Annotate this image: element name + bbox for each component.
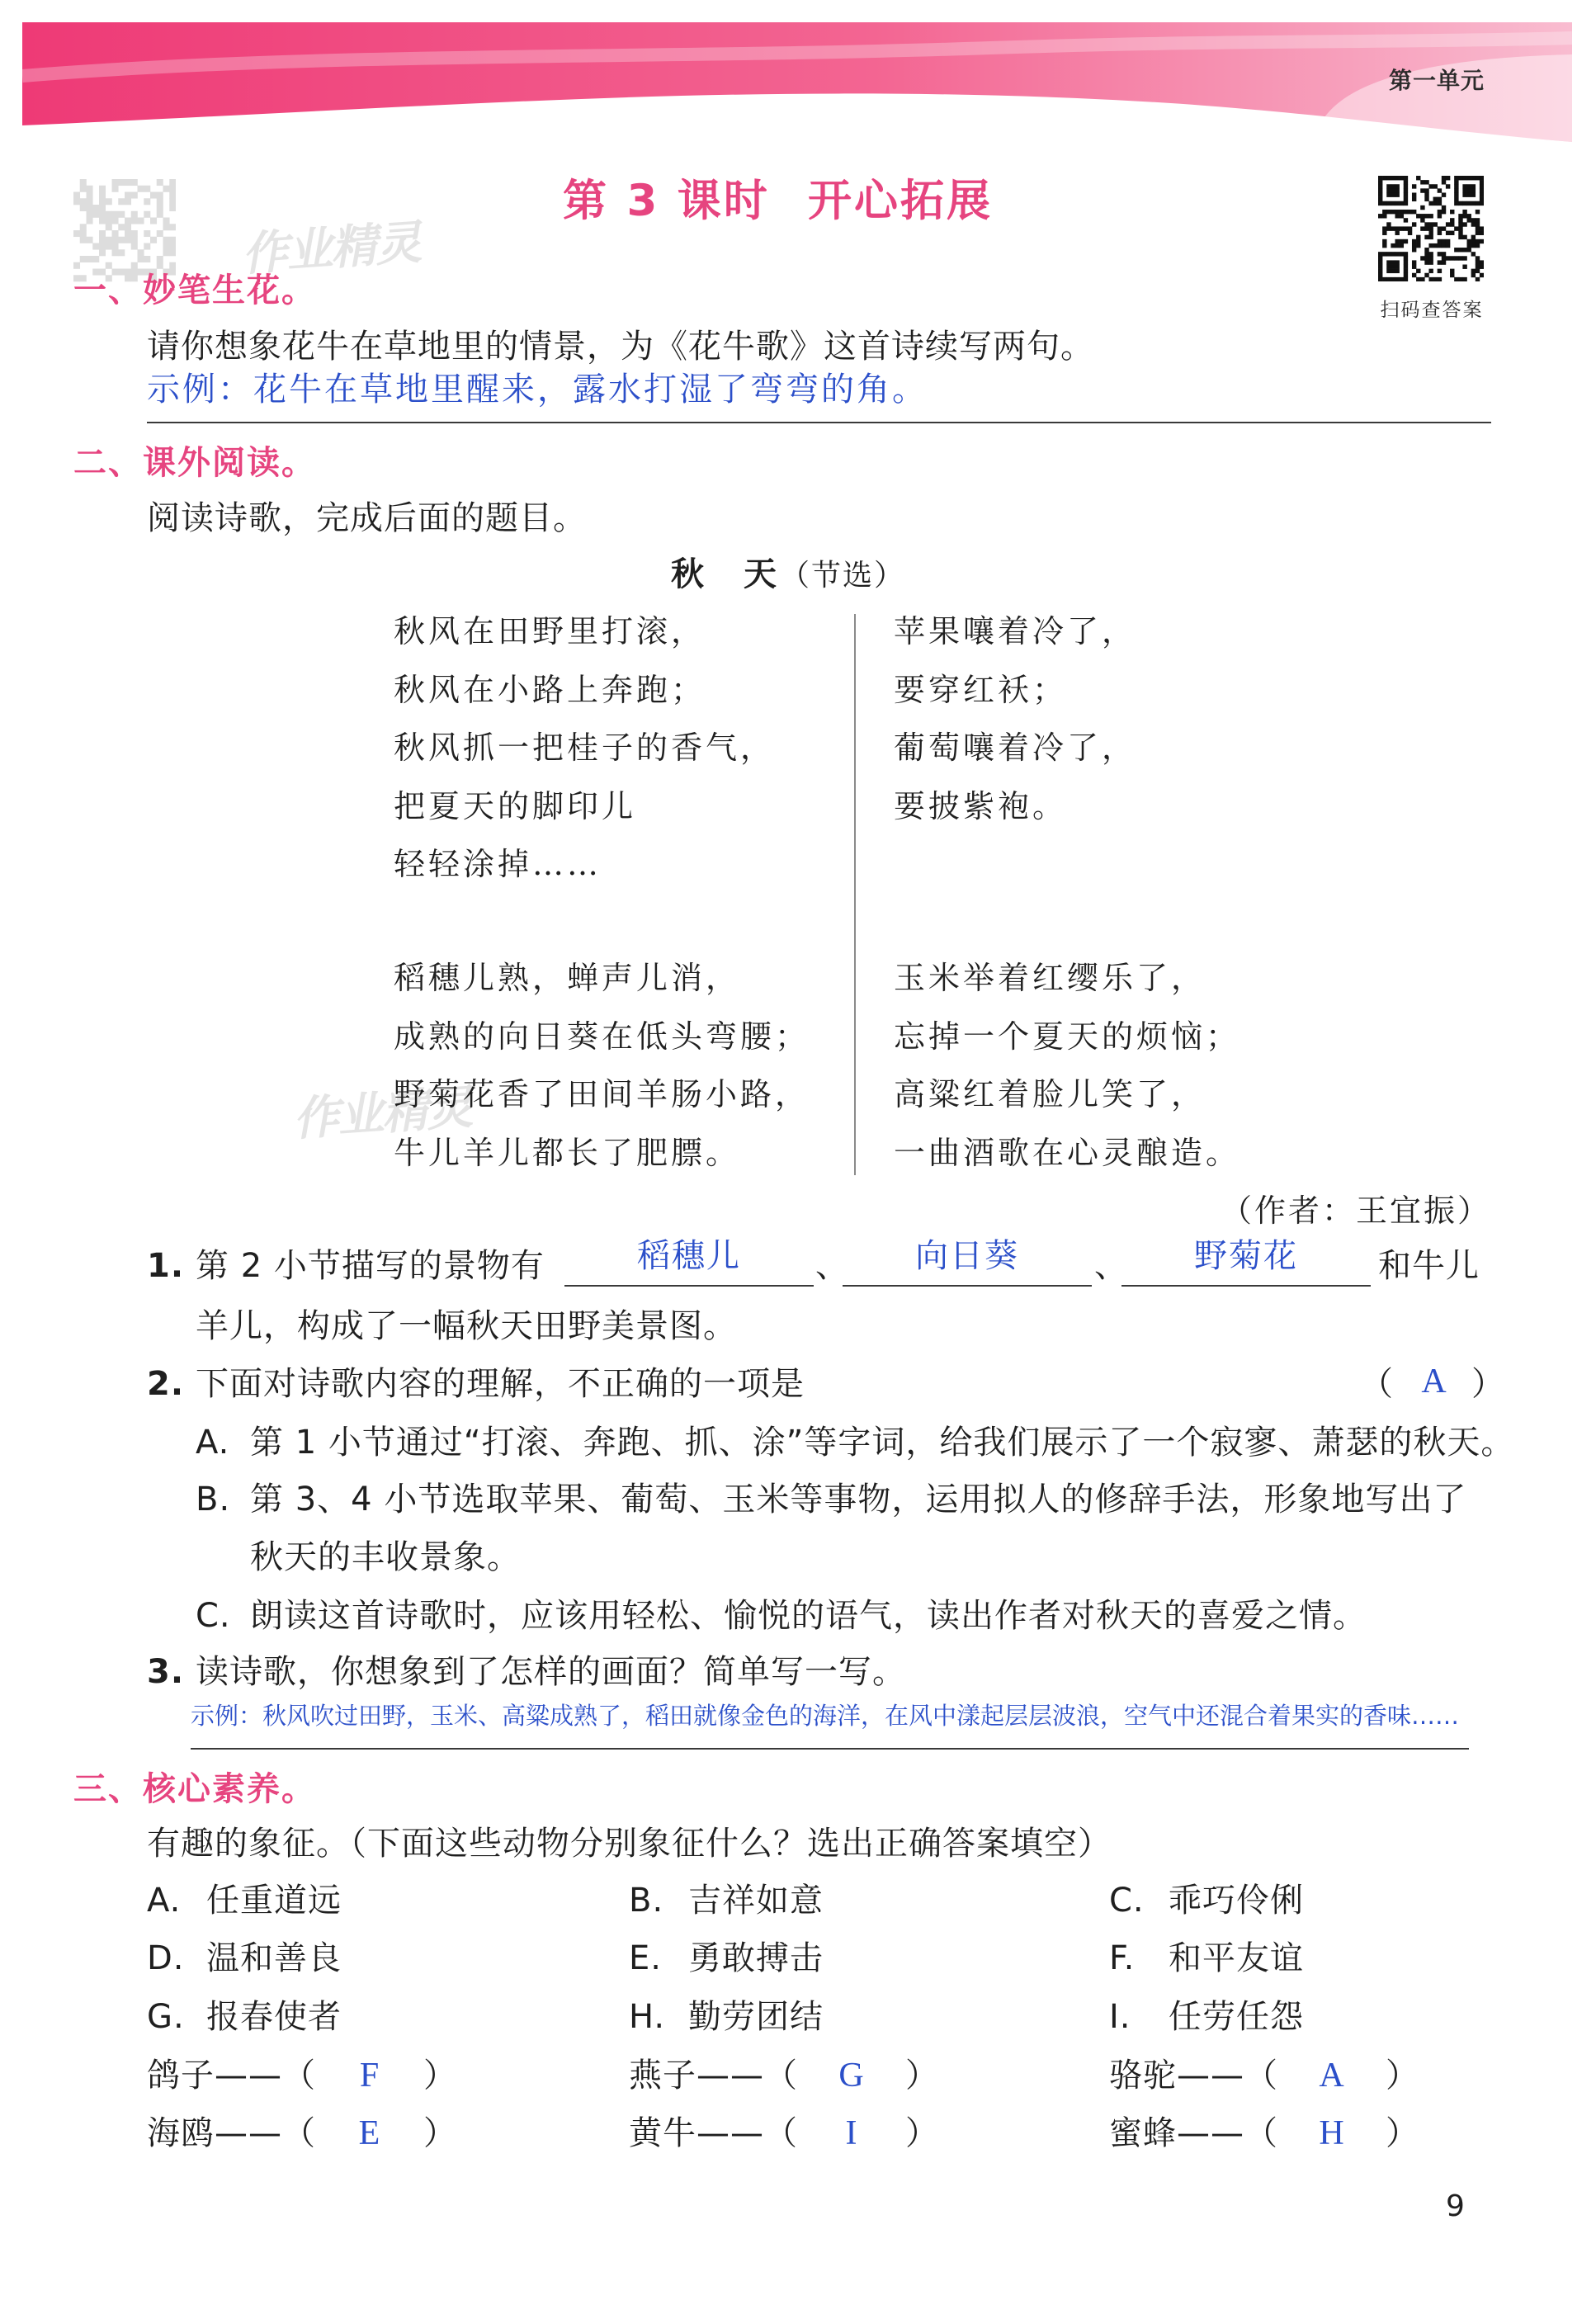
poem-line: 秋风抓一把桂子的香气， [394,730,776,766]
poem-line: 牛儿羊儿都长了肥膘。 [394,1134,741,1171]
symbol-option-d [147,1939,342,1978]
option-letter: I. [1109,1998,1131,2036]
section2-instruction: 阅读诗歌，完成后面的题目。 [147,499,587,537]
animal-item-ox [629,2113,939,2153]
poem-stanza-4 [894,949,1240,1182]
poem-line: 秋风在小路上奔跑； [394,671,706,708]
poem-author: （作者：王宜振） [1220,1193,1491,1229]
animal-label: 骆驼——（ [1109,2057,1278,2095]
option-letter: G. [147,1998,185,2036]
q1-number: 1. [147,1247,185,1285]
q2-option-b-continuation: 秋天的丰收景象。 [250,1538,521,1576]
symbol-option-b [629,1881,824,1920]
option-letter: D. [147,1939,185,1977]
poem-line: 忘掉一个夏天的烦恼； [894,1018,1241,1055]
option-text: 和平友谊 [1169,1939,1304,1977]
poem-line: 野菊花香了田间羊肠小路， [394,1076,810,1112]
animal-paren-close: ） [1386,2057,1419,2095]
animal-answer: E [358,2114,381,2152]
q2-number: 2. [147,1365,185,1403]
section1-heading: 一、妙笔生花。 [73,272,316,309]
option-text: 报春使者 [206,1998,342,2036]
option-text: 第 3、4 小节选取苹果、葡萄、玉米等事物，运用拟人的修辞手法，形象地写出了 [250,1481,1467,1518]
q2-answer: A [1421,1363,1447,1400]
poem-stanza-3 [394,949,810,1182]
animal-item-camel [1109,2056,1419,2095]
lesson-name: 开心拓展 [808,176,993,226]
q2-paren-open: （ [1360,1365,1394,1403]
poem-column-divider [854,614,856,1175]
section3-heading: 三、核心素养。 [73,1770,316,1808]
option-text: 第 1 小节通过“打滚、奔跑、抓、涂”等字词，给我们展示了一个寂寥、萧瑟的秋天。 [250,1424,1515,1462]
animal-paren-close: ） [1386,2114,1419,2152]
poem-stanza-1 [394,602,775,894]
q1-text: 第 2 小节描写的景物有 [196,1247,545,1285]
symbol-option-c [1109,1881,1304,1920]
section1-prompt: 请你想象花牛在草地里的情景，为《花牛歌》这首诗续写两句。 [147,328,1094,366]
q3-answer-line [191,1748,1469,1750]
animal-label: 海鸥——（ [147,2114,316,2152]
poem-title-text: 秋 天 [671,555,780,593]
section1-answer: 示例：花牛在草地里醒来，露水打湿了弯弯的角。 [147,371,928,409]
option-text: 温和善良 [206,1939,342,1977]
option-text: 勇敢搏击 [688,1939,824,1977]
q2-option-a [196,1423,1514,1462]
q3-text: 读诗歌，你想象到了怎样的画面？简单写一写。 [196,1653,906,1691]
animal-item-swallow [629,2056,939,2095]
poem-line: 要披紫袍。 [894,787,1068,824]
option-text: 乖巧伶俐 [1169,1882,1304,1920]
q1-separator: 、 [1094,1247,1128,1285]
poem-stanza-2 [894,602,1136,835]
symbol-option-h [629,1997,824,2037]
section1-answer-line [147,422,1491,423]
animal-label: 燕子——（ [629,2057,798,2095]
option-text: 朗读这首诗歌时，应该用轻松、愉悦的语气，读出作者对秋天的喜爱之情。 [250,1597,1367,1635]
q3-answer: 示例：秋风吹过田野，玉米、高粱成熟了，稻田就像金色的海洋，在风中漾起层层波浪，空气中还混合着果实的香味…… [191,1702,1460,1730]
option-letter: A. [147,1882,182,1920]
option-letter: H. [629,1998,666,2036]
poem-line: 高粱红着脸儿笑了， [894,1076,1206,1112]
option-letter: C. [196,1597,231,1635]
option-letter: B. [196,1481,231,1518]
poem-line: 稻穗儿熟，蝉声儿消， [394,960,741,996]
qr-caption: 扫码查答案 [1380,300,1484,321]
animal-paren-close: ） [905,2114,939,2152]
poem-line: 把夏天的脚印儿 [394,787,637,824]
poem-title-note: （节选） [780,559,906,593]
header-band [0,0,1596,165]
symbol-option-i [1109,1997,1304,2037]
q1-separator: 、 [815,1247,849,1285]
animal-answer: F [359,2057,380,2095]
q1-blank-1: 稻穗儿 [564,1238,814,1287]
poem-line: 秋风在田野里打滚， [394,613,706,649]
q1-tail: 和牛儿 [1378,1247,1480,1285]
poem-line: 成熟的向日葵在低头弯腰； [394,1018,810,1055]
option-letter: B. [629,1882,664,1920]
poem-line: 苹果嚷着冷了， [894,613,1137,649]
poem-line: 一曲酒歌在心灵酿造。 [894,1134,1241,1171]
option-letter: C. [1109,1882,1145,1920]
poem-title [671,555,905,596]
animal-answer: A [1319,2057,1345,2095]
animal-item-bee [1109,2113,1419,2153]
section2-heading: 二、课外阅读。 [73,444,316,482]
poem-line: 葡萄嚷着冷了， [894,730,1137,766]
q3-number: 3. [147,1653,185,1691]
q1-blank-3: 野菊花 [1121,1238,1371,1287]
option-text: 吉祥如意 [688,1882,824,1920]
option-letter: F. [1109,1939,1136,1977]
animal-label: 鸽子——（ [147,2057,316,2095]
lesson-number: 第 3 课时 [563,176,770,226]
animal-label: 黄牛——（ [629,2114,798,2152]
q2-text: 下面对诗歌内容的理解，不正确的一项是 [196,1365,805,1403]
poem-line: 玉米举着红缨乐了， [894,960,1206,996]
q2-paren-close: ） [1471,1365,1505,1403]
symbol-option-f [1109,1939,1304,1978]
option-letter: E. [629,1939,662,1977]
animal-answer: I [845,2114,858,2152]
unit-label: 第一单元 [1389,67,1485,94]
q1-blank-2: 向日葵 [843,1238,1092,1287]
symbol-option-a [147,1881,342,1920]
poem-line: 轻轻涂掉…… [394,846,602,882]
animal-paren-close: ） [905,2057,939,2095]
animal-answer: G [838,2057,865,2095]
option-text: 任劳任怨 [1169,1998,1304,2036]
qr-code [1378,176,1484,281]
animal-item-pigeon [147,2056,457,2095]
q2-option-c [196,1596,1367,1636]
option-text: 任重道远 [206,1882,342,1920]
animal-label: 蜜蜂——（ [1109,2114,1278,2152]
watermark-middle: 作业精灵 [290,1080,473,1147]
animal-paren-close: ） [423,2057,457,2095]
section3-instruction: 有趣的象征。（下面这些动物分别象征什么？选出正确答案填空） [147,1825,1112,1863]
option-text: 勤劳团结 [688,1998,824,2036]
q2-option-b [196,1480,1466,1519]
watermark-top: 作业精灵 [239,215,422,282]
symbol-option-e [629,1939,824,1978]
poem-line: 要穿红袄； [894,671,1068,708]
page-number: 9 [1446,2189,1465,2223]
q1-continuation: 羊儿，构成了一幅秋天田野美景图。 [196,1307,737,1345]
animal-paren-close: ） [423,2114,457,2152]
animal-item-seagull [147,2113,457,2153]
animal-answer: H [1319,2114,1345,2152]
symbol-option-g [147,1997,342,2037]
option-letter: A. [196,1424,230,1462]
